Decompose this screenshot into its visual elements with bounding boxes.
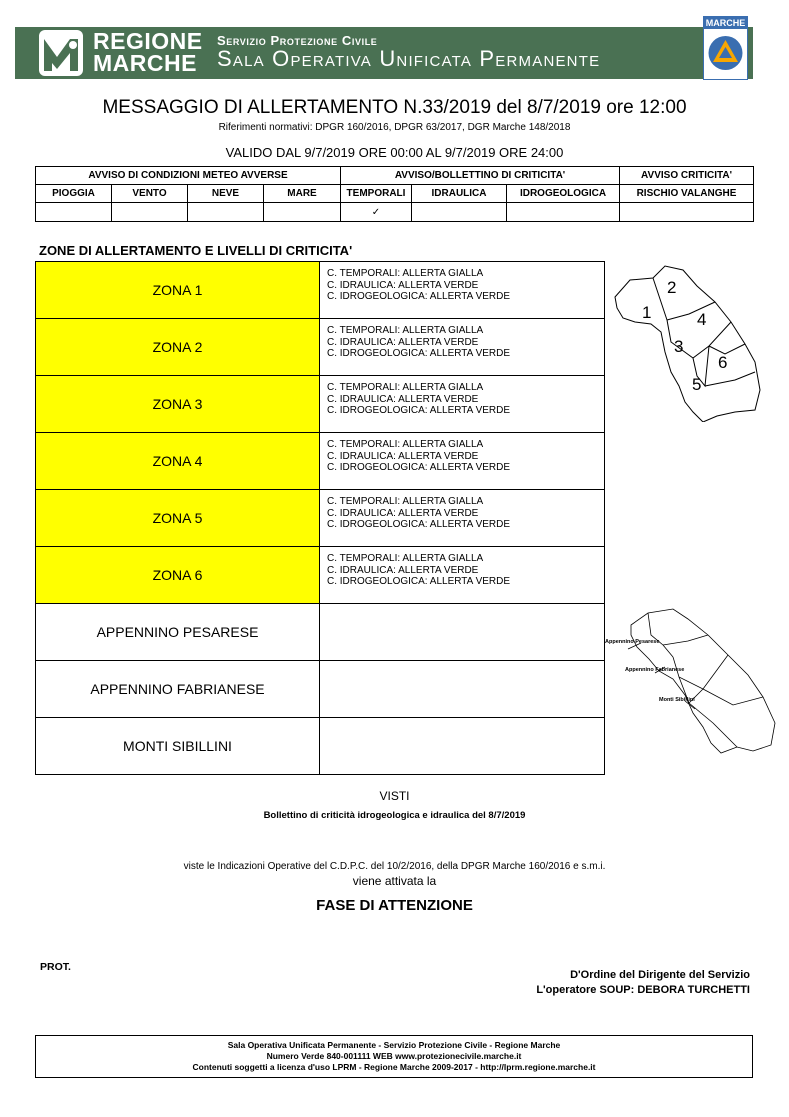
avvisi-table <box>35 166 754 222</box>
zones-map <box>605 262 765 422</box>
zone-name: ZONA 2 <box>36 319 320 375</box>
zone-status <box>320 661 604 717</box>
map-label-6: 6 <box>718 353 728 372</box>
zone-status <box>320 604 604 660</box>
zone-status <box>320 262 604 318</box>
group-bollettino-header: AVVISO/BOLLETTINO DI CRITICITA' <box>341 167 620 185</box>
zone-status <box>320 319 604 375</box>
status-temporali: C. TEMPORALI: ALLERTA GIALLA <box>327 268 484 279</box>
check-rischio-valanghe <box>620 203 754 222</box>
operatore-soup: L'operatore SOUP: DEBORA TURCHETTI <box>536 984 750 996</box>
protocol-label: PROT. <box>40 961 71 973</box>
message-title: MESSAGGIO DI ALLERTAMENTO N.33/2019 del 8/7/2019 ore 12:00 <box>102 97 687 118</box>
zone-row-1 <box>36 262 604 319</box>
status-idrogeologica: C. IDROGEOLOGICA: ALLERTA VERDE <box>327 348 511 359</box>
status-idrogeologica: C. IDROGEOLOGICA: ALLERTA VERDE <box>327 291 511 302</box>
status-idraulica: C. IDRAULICA: ALLERTA VERDE <box>327 564 479 576</box>
col-rischio-valanghe: RISCHIO VALANGHE <box>620 185 754 203</box>
status-temporali: C. TEMPORALI: ALLERTA GIALLA <box>327 496 484 507</box>
map-label-appennino-pesarese: Appennino Pesarese <box>605 639 660 645</box>
zone-name: ZONA 1 <box>36 262 320 318</box>
map-label-1: 1 <box>642 303 652 322</box>
zone-row-2 <box>36 319 604 376</box>
col-temporali: TEMPORALI <box>341 185 412 203</box>
map-outline <box>631 609 775 753</box>
status-idrogeologica: C. IDROGEOLOGICA: ALLERTA VERDE <box>327 576 511 587</box>
service-name: Servizio Protezione Civile <box>217 33 378 48</box>
status-idrogeologica: C. IDROGEOLOGICA: ALLERTA VERDE <box>327 405 511 416</box>
zone-row-5 <box>36 490 604 547</box>
zone-name: APPENNINO PESARESE <box>36 604 320 660</box>
fase-attenzione: FASE DI ATTENZIONE <box>316 897 473 914</box>
map-outline <box>615 266 760 422</box>
zone-status <box>320 376 604 432</box>
col-idraulica: IDRAULICA <box>412 185 507 203</box>
bollettino-reference: Bollettino di criticità idrogeologica e idraulica del 8/7/2019 <box>263 810 526 821</box>
normative-references: Riferimenti normativi: DPGR 160/2016, DPGR 63/2017, DGR Marche 148/2018 <box>218 122 571 133</box>
check-mare <box>264 203 341 222</box>
zone-status <box>320 490 604 546</box>
status-idrogeologica: C. IDROGEOLOGICA: ALLERTA VERDE <box>327 462 511 473</box>
sala-operativa-name: Sala Operativa Unificata Permanente <box>217 46 601 71</box>
col-pioggia: PIOGGIA <box>36 185 112 203</box>
map-label-5: 5 <box>692 375 702 394</box>
check-pioggia <box>36 203 112 222</box>
status-idrogeologica: C. IDROGEOLOGICA: ALLERTA VERDE <box>327 519 511 530</box>
status-idraulica: C. IDRAULICA: ALLERTA VERDE <box>327 450 479 462</box>
mountain-areas-map <box>603 605 781 755</box>
footer-line-1: Sala Operativa Unificata Permanente - Servizio Protezione Civile - Regione Marche <box>227 1040 561 1050</box>
civil-protection-icon <box>704 29 747 79</box>
zone-status <box>320 718 604 774</box>
status-idraulica: C. IDRAULICA: ALLERTA VERDE <box>327 336 479 348</box>
check-temporali: ✓ <box>341 203 412 222</box>
col-mare: MARE <box>264 185 341 203</box>
check-vento <box>112 203 188 222</box>
brand-line-1: REGIONE <box>93 28 203 54</box>
col-neve: NEVE <box>188 185 264 203</box>
brand-line-2: MARCHE <box>93 50 197 76</box>
zone-row-appennino-fabrianese <box>36 661 604 718</box>
status-temporali: C. TEMPORALI: ALLERTA GIALLA <box>327 553 484 564</box>
group-criticita-header: AVVISO CRITICITA' <box>620 167 754 185</box>
signature-block <box>536 968 750 998</box>
visti-label: VISTI <box>379 789 410 803</box>
status-idraulica: C. IDRAULICA: ALLERTA VERDE <box>327 393 479 405</box>
footer <box>35 1035 753 1078</box>
status-temporali: C. TEMPORALI: ALLERTA GIALLA <box>327 382 484 393</box>
status-temporali: C. TEMPORALI: ALLERTA GIALLA <box>327 439 484 450</box>
attivata-text: viene attivata la <box>352 874 437 888</box>
check-neve <box>188 203 264 222</box>
zone-row-monti-sibillini <box>36 718 604 775</box>
col-vento: VENTO <box>112 185 188 203</box>
map-label-appennino-fabrianese: Appennino Fabrianese <box>625 667 685 673</box>
zones-heading: ZONE DI ALLERTAMENTO E LIVELLI DI CRITICITA' <box>39 243 353 258</box>
footer-line-3: Contenuti soggetti a licenza d'uso LPRM - Regione Marche 2009-2017 - http://lprm.regione.marche.it <box>192 1062 596 1072</box>
zone-row-3 <box>36 376 604 433</box>
zone-row-4 <box>36 433 604 490</box>
badge-label: MARCHE <box>705 18 746 28</box>
zone-name: ZONA 6 <box>36 547 320 603</box>
zone-name: ZONA 5 <box>36 490 320 546</box>
col-idrogeologica: IDROGEOLOGICA <box>507 185 620 203</box>
zone-name: ZONA 3 <box>36 376 320 432</box>
status-idraulica: C. IDRAULICA: ALLERTA VERDE <box>327 279 479 291</box>
zone-row-6 <box>36 547 604 604</box>
zone-name: MONTI SIBILLINI <box>36 718 320 774</box>
map-label-4: 4 <box>697 310 707 329</box>
protezione-civile-badge <box>703 16 748 80</box>
status-temporali: C. TEMPORALI: ALLERTA GIALLA <box>327 325 484 336</box>
zone-name: APPENNINO FABRIANESE <box>36 661 320 717</box>
zone-row-appennino-pesarese <box>36 604 604 661</box>
regione-marche-logo-icon <box>35 27 87 79</box>
footer-line-2: Numero Verde 840-001111 WEB www.protezionecivile.marche.it <box>266 1051 522 1061</box>
map-label-3: 3 <box>674 337 684 356</box>
zones-table <box>35 261 605 775</box>
check-idrogeologica <box>507 203 620 222</box>
map-label-monti-sibillini: Monti Sibillini <box>659 697 695 703</box>
zone-status <box>320 547 604 603</box>
zone-status <box>320 433 604 489</box>
indicazioni-operative: viste le Indicazioni Operative del C.D.P.C. del 10/2/2016, della DPGR Marche 160/2016 e s.m.i. <box>183 861 606 872</box>
check-idraulica <box>412 203 507 222</box>
map-label-2: 2 <box>667 278 677 297</box>
ordine-dirigente: D'Ordine del Dirigente del Servizio <box>570 969 750 981</box>
validity-period: VALIDO DAL 9/7/2019 ORE 00:00 AL 9/7/2019 ORE 24:00 <box>225 145 564 160</box>
group-meteo-header: AVVISO DI CONDIZIONI METEO AVVERSE <box>36 167 341 185</box>
status-idraulica: C. IDRAULICA: ALLERTA VERDE <box>327 507 479 519</box>
zone-name: ZONA 4 <box>36 433 320 489</box>
